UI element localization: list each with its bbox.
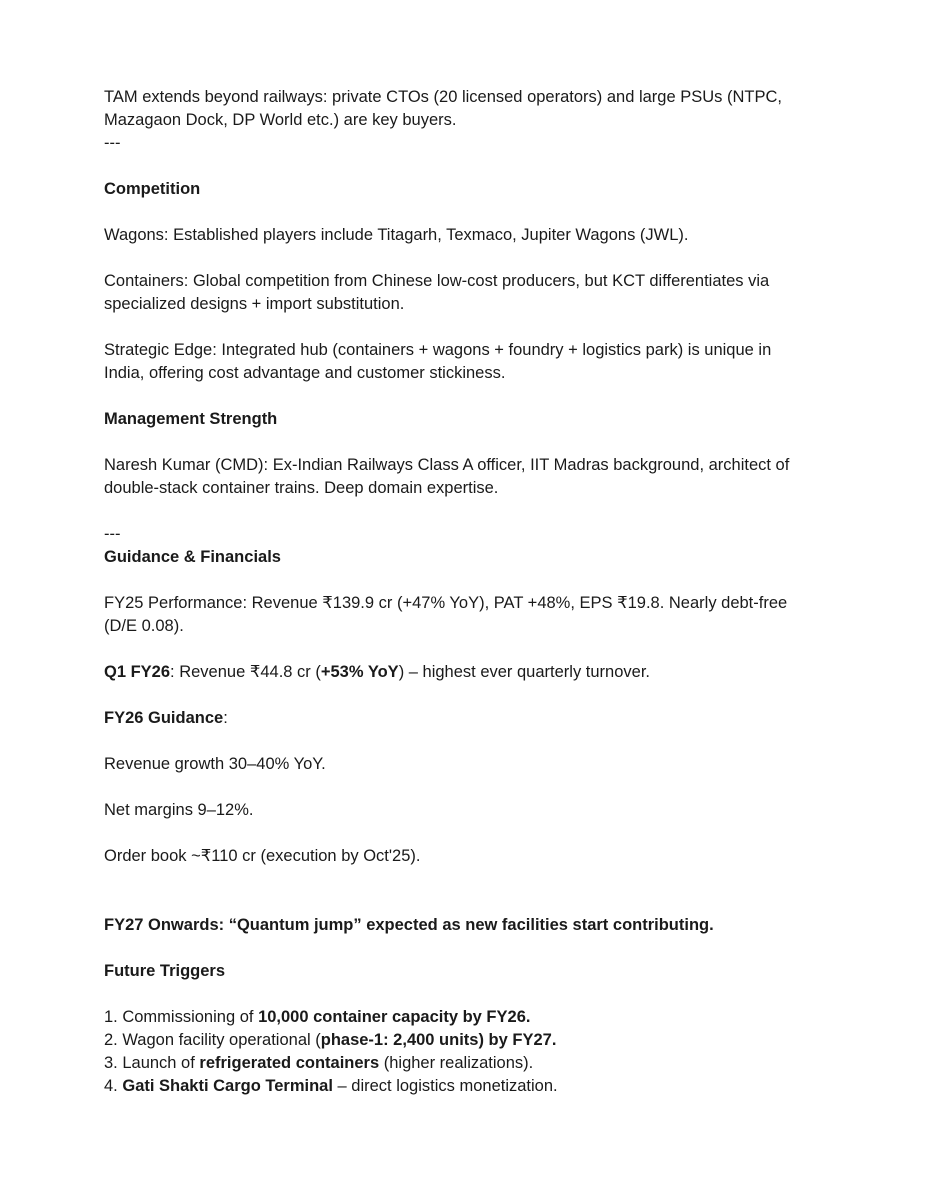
fy25-line-1: FY25 Performance: Revenue ₹139.9 cr (+47% YoY), PAT +48%, EPS ₹19.8. Nearly debt-free (104, 594, 788, 612)
net-margins: Net margins 9–12%. (104, 801, 254, 819)
trigger-2-bold: phase-1: 2,400 units) by FY27. (320, 1031, 557, 1049)
trigger-4-tail: – direct logistics monetization. (332, 1077, 558, 1095)
intro-line-1: TAM extends beyond railways: private CTOs (20 licensed operators) and large PSUs (NTPC, (104, 88, 782, 106)
strategic-edge-line-2: India, offering cost advantage and customer stickiness. (104, 364, 506, 382)
guidance-heading: Guidance & Financials (104, 548, 281, 566)
trigger-3-bold: refrigerated containers (199, 1054, 380, 1072)
trigger-4-text: 4. (104, 1077, 123, 1095)
q1-fy26-growth: +53% YoY (320, 663, 399, 681)
fy26-guidance-label: FY26 Guidance (104, 709, 224, 727)
management-line-1: Naresh Kumar (CMD): Ex-Indian Railways Class A officer, IIT Madras background, architect of (104, 456, 790, 474)
fy25-line-2: (D/E 0.08). (104, 617, 184, 635)
fy26-guidance-line (104, 707, 844, 730)
separator: --- (104, 525, 121, 543)
q1-fy26-tail: ) – highest ever quarterly turnover. (398, 663, 650, 681)
management-heading: Management Strength (104, 410, 278, 428)
trigger-1-bold: 10,000 container capacity by FY26. (258, 1008, 531, 1026)
trigger-item-1 (104, 1006, 844, 1029)
competition-heading: Competition (104, 180, 201, 198)
trigger-1-text: 1. Commissioning of (104, 1008, 259, 1026)
trigger-item-3 (104, 1052, 844, 1075)
q1-fy26-line (104, 661, 844, 684)
q1-fy26-text: : Revenue ₹44.8 cr ( (170, 663, 321, 681)
intro-line-2: Mazagaon Dock, DP World etc.) are key buyers. (104, 111, 457, 129)
trigger-3-text: 3. Launch of (104, 1054, 200, 1072)
triggers-heading: Future Triggers (104, 962, 226, 980)
trigger-2-text: 2. Wagon facility operational ( (104, 1031, 321, 1049)
fy26-guidance-colon: : (223, 709, 228, 727)
trigger-4-bold: Gati Shakti Cargo Terminal (122, 1077, 333, 1095)
document-body (104, 86, 844, 1098)
trigger-3-tail: (higher realizations). (379, 1054, 534, 1072)
revenue-growth: Revenue growth 30–40% YoY. (104, 755, 326, 773)
trigger-item-4 (104, 1075, 844, 1098)
fy27-outlook: FY27 Onwards: “Quantum jump” expected as new facilities start contributing. (104, 916, 714, 934)
order-book: Order book ~₹110 cr (execution by Oct'25). (104, 847, 421, 865)
trigger-item-2 (104, 1029, 844, 1052)
competition-containers-line-1: Containers: Global competition from Chinese low-cost producers, but KCT differentiates via (104, 272, 770, 290)
competition-containers-line-2: specialized designs + import substitution. (104, 295, 405, 313)
q1-fy26-label: Q1 FY26 (104, 663, 171, 681)
management-line-2: double-stack container trains. Deep domain expertise. (104, 479, 499, 497)
strategic-edge-line-1: Strategic Edge: Integrated hub (containers + wagons + foundry + logistics park) is unique in (104, 341, 772, 359)
competition-wagons: Wagons: Established players include Titagarh, Texmaco, Jupiter Wagons (JWL). (104, 226, 689, 244)
separator: --- (104, 134, 121, 152)
